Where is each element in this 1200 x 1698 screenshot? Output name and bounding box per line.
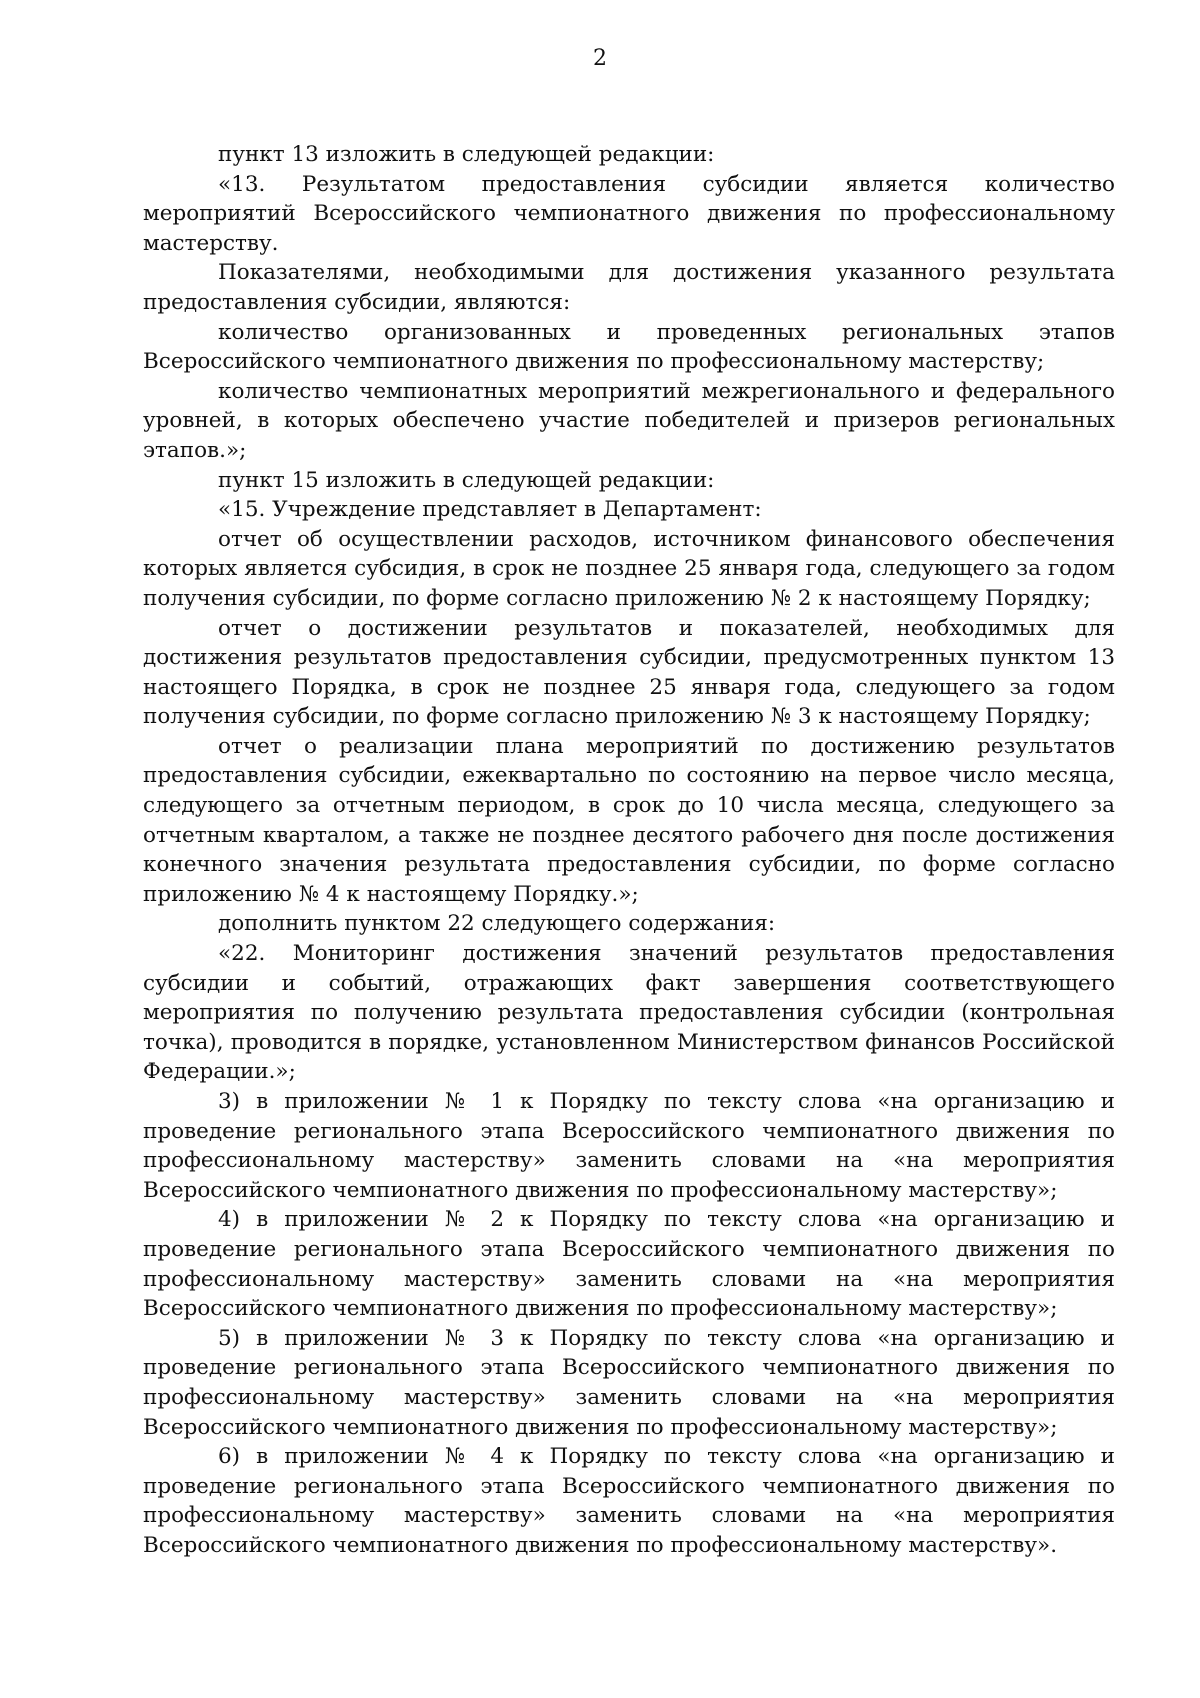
- paragraph-item-15-intro: пункт 15 изложить в следующей редакции:: [218, 467, 715, 493]
- page-number: 2: [593, 46, 607, 71]
- document-body: [143, 140, 1115, 1561]
- paragraph-indicator-championship-events: количество чемпионатных мероприятий межрегионального и федерального уровней, в которых обеспечено участие победителей и призеров региональных этапов.»;: [143, 378, 1115, 463]
- paragraph-indicators-intro: Показателями, необходимыми для достижения указанного результата предоставления субсидии, являются:: [143, 260, 1115, 315]
- paragraph-item-13-result: «13. Результатом предоставления субсидии является количество мероприятий Всероссийского чемпионатного движения по профессиональному мастерству.: [143, 171, 1115, 256]
- paragraph-appendix-3: 5) в приложении № 3 к Порядку по тексту слова «на организацию и проведение регионального этапа Всероссийского чемпионатного движения по профессиональному мастерству» заменить словами на «на мероприятия Всероссийского чемпионатного движения по профессиональному мастерству»;: [143, 1325, 1115, 1440]
- paragraph-appendix-1: 3) в приложении № 1 к Порядку по тексту слова «на организацию и проведение регионального этапа Всероссийского чемпионатного движения по профессиональному мастерству» заменить словами на «на мероприятия Всероссийского чемпионатного движения по профессиональному мастерству»;: [143, 1089, 1115, 1203]
- paragraph-item-22-intro: дополнить пунктом 22 следующего содержания:: [218, 911, 776, 937]
- paragraph-item-15-reports: «15. Учреждение представляет в Департамент:: [218, 497, 762, 523]
- paragraph-report-expenses: отчет об осуществлении расходов, источником финансового обеспечения которых является субсидия, в срок не позднее 25 января года, следующего за годом получения субсидии, по форме согласно приложению № 2 к настоящему Порядку;: [143, 526, 1115, 611]
- paragraph-report-plan: отчет о реализации плана мероприятий по достижению результатов предоставления субсидии, ежеквартально по состоянию на первое число месяца, следующего за отчетным периодом, в срок до 10 числа месяца, следующего за отчетным кварталом, а также не позднее десятого рабочего дня после достижения конечного значения результата предоставления субсидии, по форме согласно приложению № 4 к настоящему Порядку.»;: [143, 733, 1115, 907]
- paragraph-indicator-regional-stages: количество организованных и проведенных региональных этапов Всероссийского чемпионатного движения по профессиональному мастерству;: [143, 319, 1115, 375]
- paragraph-item-13-intro: пункт 13 изложить в следующей редакции:: [218, 142, 715, 167]
- paragraph-item-22-monitoring: «22. Мониторинг достижения значений результатов предоставления субсидии и событий, отражающих факт завершения соответствующего мероприятия по получению результата предоставления субсидии (контрольная точка), проводится в порядке, установленном Министерством финансов Российской Федерации.»;: [143, 941, 1115, 1085]
- paragraph-appendix-2: 4) в приложении № 2 к Порядку по тексту слова «на организацию и проведение регионального этапа Всероссийского чемпионатного движения по профессиональному мастерству» заменить словами на «на мероприятия Всероссийского чемпионатного движения по профессиональному мастерству»;: [143, 1207, 1115, 1322]
- paragraph-report-results: отчет о достижении результатов и показателей, необходимых для достижения результатов предоставления субсидии, предусмотренных пунктом 13 настоящего Порядка, в срок не позднее 25 января года, следующего за годом получения субсидии, по форме согласно приложению № 3 к настоящему Порядку;: [143, 615, 1115, 730]
- paragraph-appendix-4: 6) в приложении № 4 к Порядку по тексту слова «на организацию и проведение регионального этапа Всероссийского чемпионатного движения по профессиональному мастерству» заменить словами на «на мероприятия Всероссийского чемпионатного движения по профессиональному мастерству».: [143, 1444, 1115, 1558]
